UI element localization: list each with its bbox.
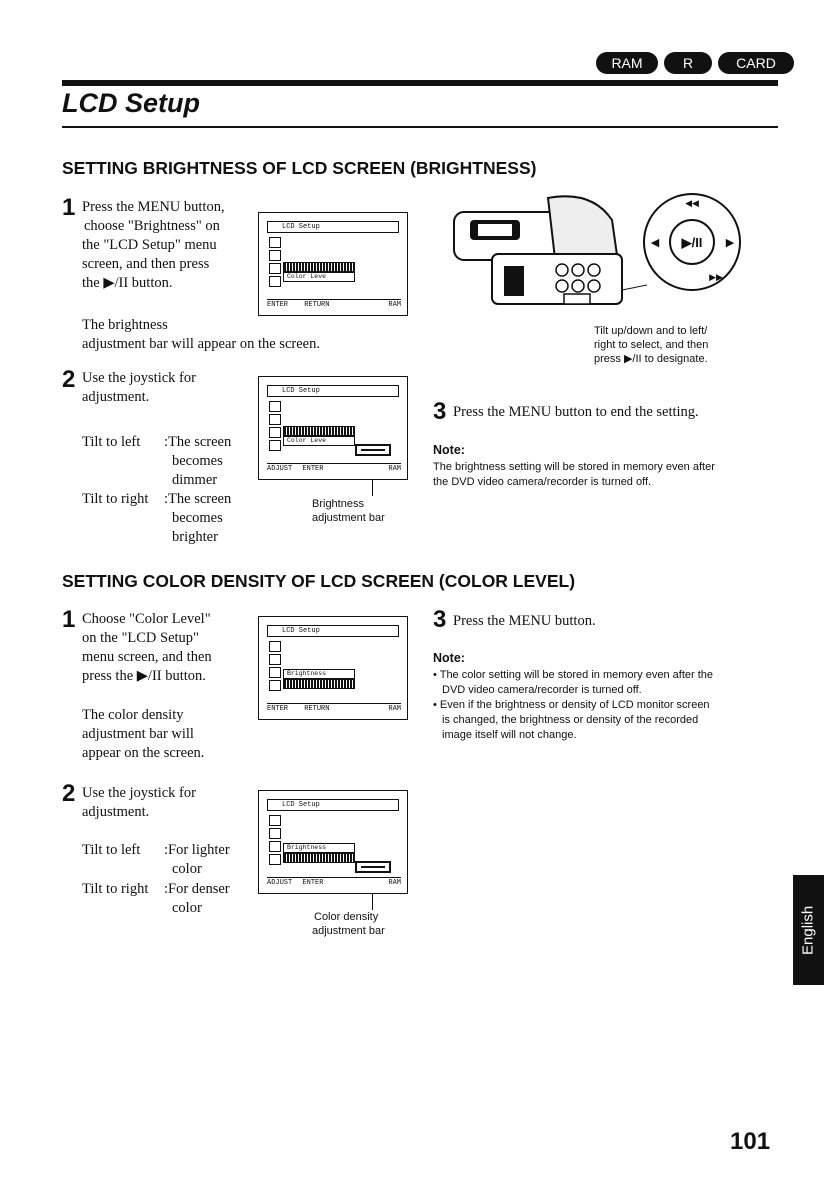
menu-icon [269,854,281,865]
guide-return: RETURN [304,705,330,713]
text-line: choose "Brightness" on [84,218,220,234]
guide-disc: RAM [388,465,401,473]
adjustment-bar [355,861,391,873]
color-step2-text [82,784,262,822]
color-step1-text [82,610,262,686]
guide-disc: RAM [388,301,401,309]
text-line: image itself will not change. [442,729,577,741]
text-line: The color setting will be stored in memory even after the [439,669,714,681]
screen-guide-bar [267,703,401,715]
guide-return: RETURN [304,301,330,309]
menu-icon [269,841,281,852]
camera-caption [594,324,708,366]
tilt-right-desc [164,490,231,547]
color-step1-after [82,706,262,763]
tilt-right-label: Tilt to right [82,881,149,897]
text-line: The brightness setting will be stored in memory even after [433,461,715,473]
screen-title: LCD Setup [267,385,399,397]
camcorder-illustration [452,190,772,320]
screen-title: LCD Setup [267,799,399,811]
brightness-step1-number: 1 [62,194,76,221]
tilt-left-desc [164,433,231,490]
text-line: :The screen [164,491,232,507]
text-line: Press the MENU button, [82,199,225,215]
text-line: screen, and then press [82,256,210,272]
language-tab-label: English [799,905,817,955]
menu-item: Color Leve [283,272,355,282]
screen-title: LCD Setup [267,625,399,637]
lcd-adjust-screen [258,376,408,480]
adjustment-bar [355,444,391,456]
color-note-heading: Note: [433,651,465,665]
text-line: :The screen [164,434,232,450]
brightness-note-heading: Note: [433,443,465,457]
color-step1-number: 1 [62,606,76,633]
menu-icon [269,250,281,261]
text-line: Tilt up/down and to left/ [594,325,708,337]
note-bullet: • Even if the brightness or density of LCD monitor screen is changed, the brightness or density of the recorded image itself will not change. [433,698,793,743]
guide-enter: ENTER [267,705,289,713]
color-heading: SETTING COLOR DENSITY OF LCD SCREEN (COLOR LEVEL) [62,571,576,591]
media-tag-card: CARD [718,52,794,74]
page-number: 101 [730,1128,771,1155]
text-line: is changed, the brightness or density of the recorded [442,714,699,726]
menu-icon [269,401,281,412]
text-line: appear on the screen. [82,745,205,761]
lcd-menu-screen [258,616,408,720]
menu-icon [269,414,281,425]
text-line: Use the joystick for [82,785,196,801]
color-note [433,668,793,743]
guide-disc: RAM [388,879,401,887]
guide-enter: ENTER [302,879,324,887]
text-line: right to select, and then [594,339,709,351]
text-line: menu screen, and then [82,649,212,665]
text-line: brighter [172,529,218,545]
text-line: the ▶/II button. [82,275,173,291]
text-line: the DVD video camera/recorder is turned off. [433,476,652,488]
menu-icon [269,667,281,678]
menu-icon [269,263,281,274]
screen-title: LCD Setup [267,221,399,233]
text-line: adjustment bar will appear on the screen. [82,336,320,352]
menu-icon [269,641,281,652]
text-line: The brightness [82,317,168,333]
tilt-left-label: Tilt to left [82,842,141,858]
screen-guide-bar [267,299,401,311]
leader-line [372,480,373,496]
menu-icon [269,237,281,248]
text-line: Brightness [312,498,364,510]
note-bullet: • The color setting will be stored in memory even after the DVD video camera/recorder is turned off. [433,668,793,698]
lcd-adjust-screen [258,790,408,894]
svg-text:▶▶: ▶▶ [709,272,723,282]
text-line: color [172,900,202,916]
text-line: becomes [172,453,223,469]
guide-adjust: ADJUST [267,879,293,887]
menu-icon [269,828,281,839]
menu-item: Color Leve [283,436,355,446]
text-line: press ▶/II to designate. [594,353,708,365]
lcd-menu-screen [258,212,408,316]
color-step2-number: 2 [62,780,76,807]
text-line: on the "LCD Setup" [82,630,199,646]
menu-item: Brightness [283,669,355,679]
tilt-left-label: Tilt to left [82,434,141,450]
text-line: the "LCD Setup" menu [82,237,217,253]
menu-icon [269,440,281,451]
brightness-step3-number: 3 [433,398,447,425]
text-line: Color density [314,911,379,923]
tilt-left-desc [164,841,230,879]
page-title: LCD Setup [62,88,200,118]
text-line: Even if the brightness or density of LCD monitor screen [439,699,710,711]
highlighted-menu-item [283,262,355,272]
menu-icon [269,654,281,665]
highlighted-menu-item [283,426,355,436]
text-line: :For denser [164,881,230,897]
color-step3-number: 3 [433,606,447,633]
media-tag-r: R [664,52,712,74]
tilt-right-label: Tilt to right [82,491,149,507]
text-line: Use the joystick for [82,370,196,386]
text-line: becomes [172,510,223,526]
menu-icon [269,680,281,691]
color-bar-caption [312,910,385,938]
text-line: adjustment bar will [82,726,194,742]
leader-line [372,894,373,910]
brightness-step2-number: 2 [62,366,76,393]
text-line: press the ▶/II button. [82,668,206,684]
screen-guide-bar [267,877,401,889]
header-rule [62,80,778,86]
highlighted-menu-item [283,853,355,863]
text-line: The color density [82,707,184,723]
guide-enter: ENTER [302,465,324,473]
media-tag-ram: RAM [596,52,658,74]
brightness-step1-text [82,198,262,293]
color-step3-text: Press the MENU button. [453,613,596,629]
menu-icon [269,815,281,826]
guide-disc: RAM [388,705,401,713]
text-line: dimmer [172,472,218,488]
menu-icon [269,276,281,287]
brightness-step1-after [82,316,412,354]
brightness-bar-caption [312,497,385,525]
text-line: color [172,861,202,877]
brightness-step3-text: Press the MENU button to end the setting. [453,404,699,420]
screen-guide-bar [267,463,401,475]
svg-text:▶/II: ▶/II [681,235,703,250]
text-line: adjustment bar [312,925,385,937]
guide-enter: ENTER [267,301,289,309]
svg-text:◀: ◀ [650,237,660,249]
svg-text:▶: ▶ [725,237,735,249]
brightness-heading: SETTING BRIGHTNESS OF LCD SCREEN (BRIGHTNESS) [62,158,537,178]
brightness-note [433,460,793,490]
menu-icon [269,427,281,438]
text-line: Choose "Color Level" [82,611,211,627]
tilt-right-desc [164,880,230,918]
text-line: adjustment bar [312,512,385,524]
highlighted-menu-item [283,679,355,689]
menu-item: Brightness [283,843,355,853]
svg-text:◀◀: ◀◀ [685,198,699,208]
brightness-step2-text [82,369,262,407]
text-line: DVD video camera/recorder is turned off. [442,684,642,696]
text-line: adjustment. [82,389,150,405]
title-rule [62,126,778,128]
guide-adjust: ADJUST [267,465,293,473]
text-line: adjustment. [82,804,150,820]
text-line: :For lighter [164,842,230,858]
